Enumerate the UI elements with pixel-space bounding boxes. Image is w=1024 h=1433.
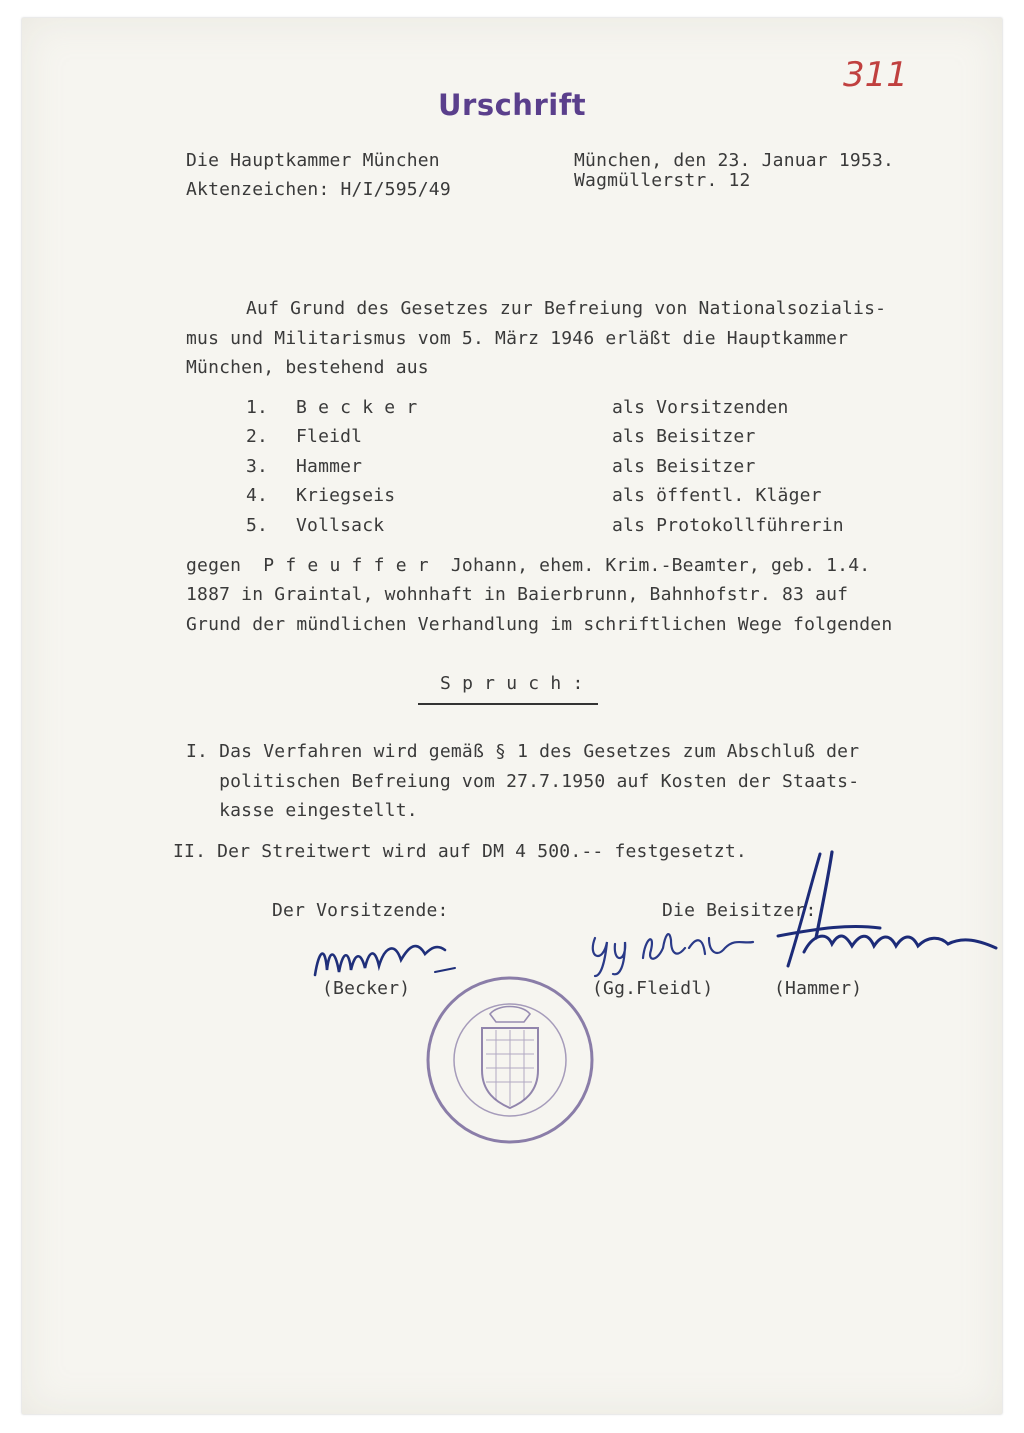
address: Wagmüllerstr. 12 — [574, 170, 751, 191]
document-page — [22, 18, 1002, 1414]
against-line-2: 1887 in Graintal, wohnhaft in Baierbrunn, Bahnhofstr. 83 auf — [186, 584, 849, 605]
assessor-1-name: (Gg.Fleidl) — [592, 978, 714, 999]
member-number: 5. — [246, 515, 269, 536]
against-line-3: Grund der mündlichen Verhandlung im schriftlichen Wege folgenden — [186, 614, 893, 635]
member-role: als Beisitzer — [612, 426, 756, 447]
assessor-2-name: (Hammer) — [774, 978, 863, 999]
chair-label: Der Vorsitzende: — [272, 900, 449, 921]
against-line-1: gegen P f e u f f e r Johann, ehem. Krim.-Beamter, geb. 1.4. — [186, 555, 871, 576]
authority: Die Hauptkammer München — [186, 150, 440, 171]
official-seal-stamp — [420, 970, 600, 1150]
member-number: 4. — [246, 485, 269, 506]
member-role: als Vorsitzenden — [612, 397, 789, 418]
verdict-item-1-line-3: kasse eingestellt. — [186, 800, 418, 821]
verdict-item-2: II. Der Streitwert wird auf DM 4 500.-- festgesetzt. — [173, 841, 747, 862]
file-reference: Aktenzeichen: H/I/595/49 — [186, 179, 451, 200]
member-name: Fleidl — [296, 426, 363, 447]
intro-line-3: München, bestehend aus — [186, 357, 429, 378]
urschrift-stamp: Urschrift — [438, 88, 587, 122]
page-number: 311 — [843, 55, 908, 95]
verdict-heading: S p r u c h : — [440, 673, 584, 694]
assessors-label: Die Beisitzer: — [662, 900, 817, 921]
member-number: 1. — [246, 397, 269, 418]
intro-line-2: mus und Militarismus vom 5. März 1946 erläßt die Hauptkammer — [186, 328, 849, 349]
member-role: als Beisitzer — [612, 456, 756, 477]
chair-name: (Becker) — [322, 978, 411, 999]
member-number: 3. — [246, 456, 269, 477]
assessor-hammer-signature — [760, 848, 1005, 978]
heading-underline — [418, 703, 598, 705]
member-number: 2. — [246, 426, 269, 447]
member-name: Kriegseis — [296, 485, 396, 506]
assessor-fleidl-signature — [585, 918, 770, 978]
member-name: Hammer — [296, 456, 363, 477]
member-name: Vollsack — [296, 515, 385, 536]
member-name: B e c k e r — [296, 397, 418, 418]
intro-line-1: Auf Grund des Gesetzes zur Befreiung von Nationalsozialis- — [246, 298, 887, 319]
place-date: München, den 23. Januar 1953. — [574, 150, 895, 171]
verdict-item-1-line-1: I. Das Verfahren wird gemäß § 1 des Gesetzes zum Abschluß der — [186, 741, 860, 762]
member-role: als Protokollführerin — [612, 515, 844, 536]
member-role: als öffentl. Kläger — [612, 485, 822, 506]
verdict-item-1-line-2: politischen Befreiung vom 27.7.1950 auf Kosten der Staats- — [186, 771, 860, 792]
